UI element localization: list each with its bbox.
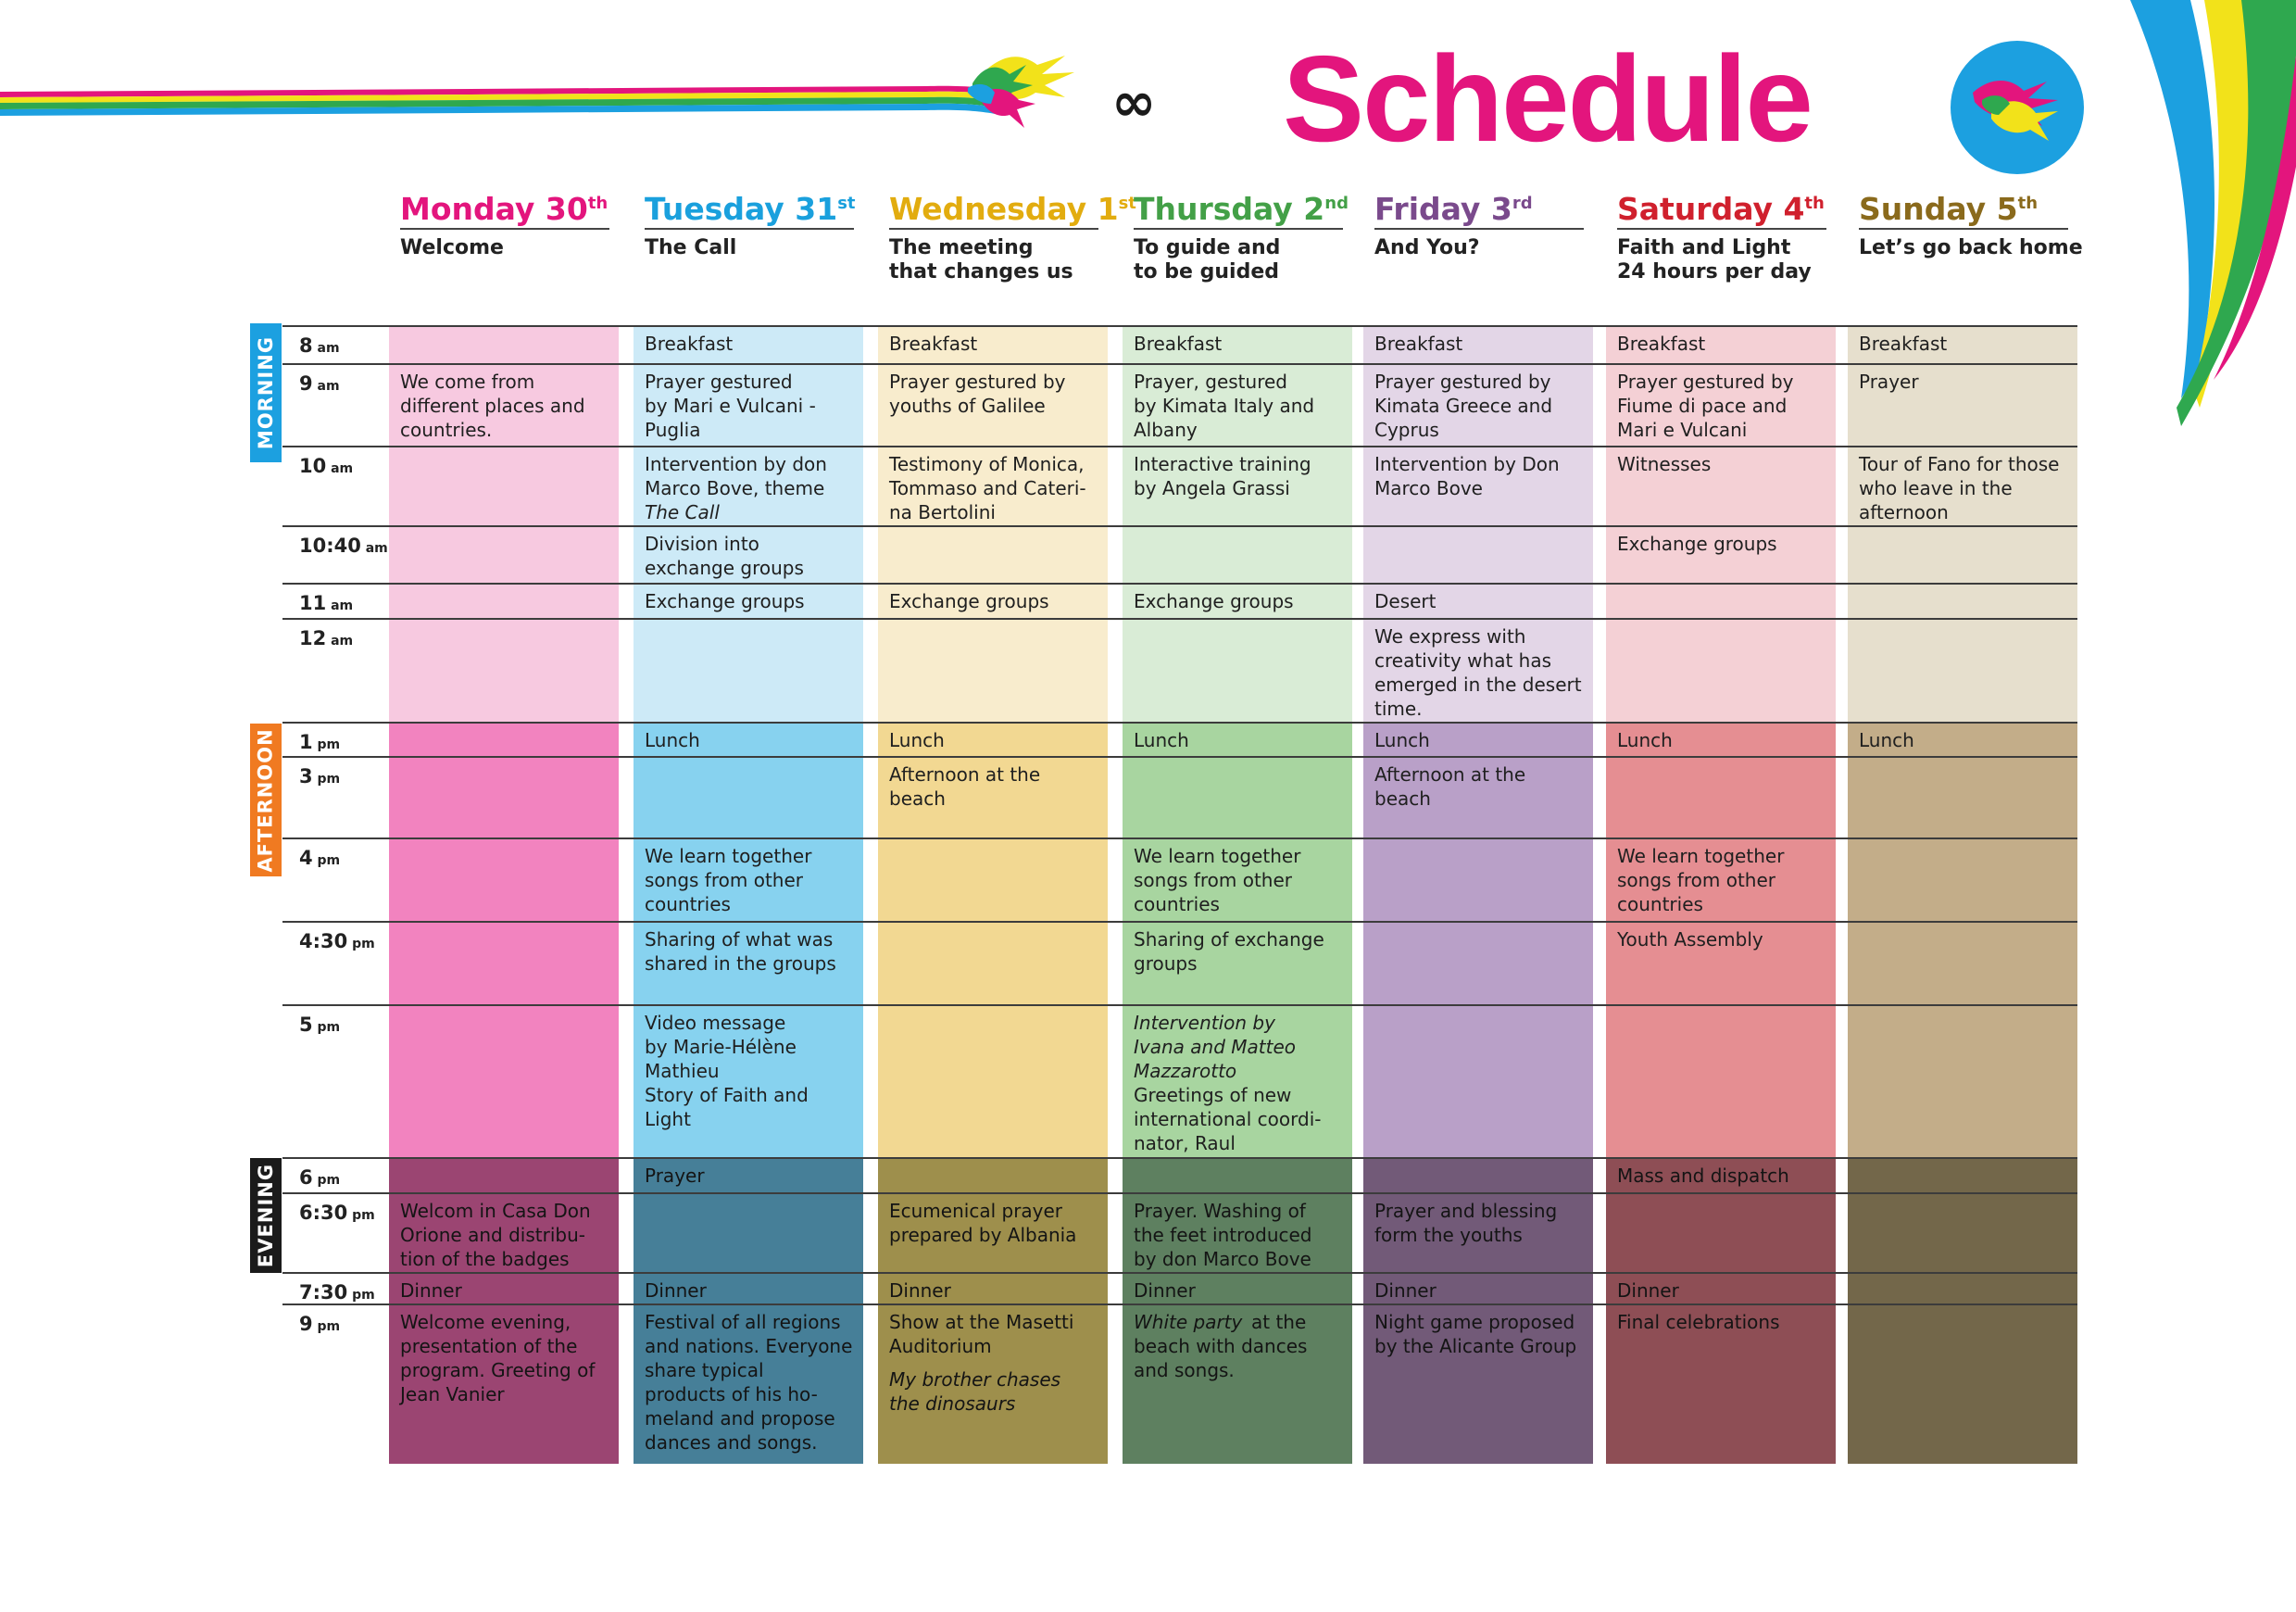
time-value: 11 xyxy=(299,592,327,614)
event-cell: We come from different places and countries. xyxy=(400,371,585,441)
row-divider xyxy=(282,1004,2077,1006)
time-label xyxy=(299,591,353,618)
day-name: Saturday 4 xyxy=(1617,191,1805,227)
event-cell: Lunch xyxy=(645,729,700,751)
time-suffix: pm xyxy=(312,737,341,752)
day-ordinal: th xyxy=(2017,194,2039,213)
event-cell: We learn together songs from other countries xyxy=(1134,845,1301,915)
time-label xyxy=(299,846,340,873)
day-theme: Faith and Light 24 hours per day xyxy=(1617,236,1812,283)
time-value: 7:30 xyxy=(299,1281,348,1303)
time-value: 5 xyxy=(299,1014,313,1036)
event-cell: Lunch xyxy=(889,729,945,751)
section-label-text: AFTERNOON xyxy=(255,727,278,873)
day-name: Thursday 2 xyxy=(1134,191,1325,227)
event-cell: Video message by Marie-Hélène Mathieu Story of Faith and Light xyxy=(645,1012,809,1130)
time-suffix: pm xyxy=(312,853,341,868)
day-ordinal: nd xyxy=(1324,194,1349,213)
event-cell: Tour of Fano for those who leave in the afternoon xyxy=(1859,453,2060,523)
row-divider xyxy=(282,363,2077,365)
time-suffix: pm xyxy=(312,1319,341,1334)
event-cell: The Call xyxy=(645,501,720,523)
row-divider xyxy=(282,618,2077,620)
event-cell: Prayer gestured by Fiume di pace and Mari e Vulcani xyxy=(1617,371,1794,441)
day-name: Sunday 5 xyxy=(1859,191,2018,227)
row-divider xyxy=(282,837,2077,839)
day-theme: Welcome xyxy=(400,236,504,259)
event-cell: Show at the Masetti Auditorium xyxy=(889,1311,1074,1357)
row-divider xyxy=(282,1303,2077,1305)
time-value: 3 xyxy=(299,765,313,787)
event-cell: Festival of all regions and nations. Everyone share typical products of his ho- meland and propose dances and songs. xyxy=(645,1311,853,1454)
day-ordinal: th xyxy=(1804,194,1825,213)
time-suffix: pm xyxy=(347,1208,375,1223)
time-label xyxy=(299,454,353,481)
event-cell: Prayer, gestured by Kimata Italy and Albany xyxy=(1134,371,1315,441)
section-label-text: EVENING xyxy=(255,1163,277,1268)
time-label xyxy=(299,626,353,653)
event-cell: Lunch xyxy=(1617,729,1673,751)
time-value: 10:40 xyxy=(299,535,361,557)
event-cell: Ecumenical prayer prepared by Albania xyxy=(889,1200,1077,1246)
row-divider xyxy=(282,722,2077,724)
time-value: 4 xyxy=(299,847,313,869)
event-cell: Breakfast xyxy=(1859,333,1948,355)
event-cell: Breakfast xyxy=(645,333,734,355)
event-cell: Dinner xyxy=(1374,1279,1437,1302)
event-cell: Greetings of new international coordi- nator, Raul xyxy=(1134,1084,1322,1154)
day-column-bg xyxy=(1848,1157,2077,1464)
day-header xyxy=(1374,185,1587,228)
time-label xyxy=(299,929,375,956)
row-divider xyxy=(282,325,2077,327)
event-cell: at the xyxy=(1251,1311,1307,1333)
event-cell: Sharing of exchange groups xyxy=(1134,928,1324,975)
day-column-bg xyxy=(1848,722,2077,1157)
event-cell: Breakfast xyxy=(1617,333,1706,355)
event-cell: Prayer xyxy=(1859,371,1919,393)
section-label xyxy=(250,1158,282,1273)
time-label xyxy=(299,534,388,560)
event-cell: Prayer gestured by youths of Galilee xyxy=(889,371,1066,417)
day-name: Wednesday 1 xyxy=(889,191,1119,227)
section-label xyxy=(250,724,282,876)
event-cell: Dinner xyxy=(1617,1279,1679,1302)
time-suffix: pm xyxy=(347,937,375,951)
day-ordinal: th xyxy=(587,194,609,213)
time-value: 4:30 xyxy=(299,930,348,952)
day-header-rule xyxy=(1859,228,2068,230)
time-label xyxy=(299,764,340,791)
event-cell: Mass and dispatch xyxy=(1617,1165,1789,1187)
time-value: 12 xyxy=(299,627,327,649)
day-header-rule xyxy=(400,228,609,230)
day-theme: The meeting that changes us xyxy=(889,236,1073,283)
event-cell: Dinner xyxy=(400,1279,462,1302)
row-divider xyxy=(282,756,2077,758)
row-divider xyxy=(282,1157,2077,1159)
event-cell: We express with creativity what has emerged in the desert time. xyxy=(1374,625,1582,720)
time-suffix: am xyxy=(326,634,354,649)
day-name: Tuesday 31 xyxy=(645,191,838,227)
event-cell: Witnesses xyxy=(1617,453,1712,475)
event-cell: Prayer xyxy=(645,1165,705,1187)
event-cell: Dinner xyxy=(645,1279,707,1302)
day-ordinal: st xyxy=(1118,194,1136,213)
event-cell: Welcome evening, presentation of the program. Greeting of Jean Vanier xyxy=(400,1311,596,1405)
day-theme: To guide and to be guided xyxy=(1134,236,1281,283)
event-cell: We learn together songs from other countries xyxy=(1617,845,1785,915)
event-cell: Afternoon at the beach xyxy=(1374,763,1526,810)
time-value: 1 xyxy=(299,731,313,753)
row-divider xyxy=(282,1272,2077,1274)
event-cell: Breakfast xyxy=(889,333,978,355)
event-cell: Lunch xyxy=(1374,729,1430,751)
day-header xyxy=(1859,185,2072,228)
time-suffix: am xyxy=(360,541,388,556)
event-cell: Sharing of what was shared in the groups xyxy=(645,928,836,975)
section-label xyxy=(250,323,282,462)
event-cell: White party xyxy=(1134,1311,1243,1333)
logo-icon xyxy=(1951,41,2084,174)
event-cell: Exchange groups xyxy=(645,590,805,612)
event-cell: We learn together songs from other countries xyxy=(645,845,812,915)
event-cell: Dinner xyxy=(1134,1279,1196,1302)
time-label xyxy=(299,1165,340,1192)
time-suffix: am xyxy=(312,341,340,356)
time-suffix: am xyxy=(312,379,340,394)
time-label xyxy=(299,334,340,360)
event-cell: Division into exchange groups xyxy=(645,533,804,579)
time-value: 8 xyxy=(299,334,313,357)
time-value: 6:30 xyxy=(299,1202,348,1224)
event-cell: Testimony of Monica, Tommaso and Cateri- na Bertolini xyxy=(889,453,1086,523)
event-cell: Intervention by Ivana and Matteo Mazzarotto xyxy=(1134,1012,1296,1082)
day-header-rule xyxy=(645,228,854,230)
time-suffix: pm xyxy=(312,772,341,787)
time-suffix: am xyxy=(326,461,354,476)
ribbon-stripes xyxy=(0,86,1000,116)
time-label xyxy=(299,1312,340,1339)
event-cell: Interactive training by Angela Grassi xyxy=(1134,453,1311,499)
event-cell: Exchange groups xyxy=(1617,533,1777,555)
hands-icon xyxy=(968,56,1074,128)
day-ordinal: rd xyxy=(1512,194,1533,213)
time-value: 9 xyxy=(299,372,313,395)
day-header-rule xyxy=(1617,228,1826,230)
event-cell: Lunch xyxy=(1859,729,1914,751)
time-suffix: pm xyxy=(312,1020,341,1035)
event-cell: Prayer and blessing form the youths xyxy=(1374,1200,1558,1246)
time-value: 10 xyxy=(299,455,327,477)
event-cell: Prayer. Washing of the feet introduced by don Marco Bove xyxy=(1134,1200,1312,1270)
event-cell: Desert xyxy=(1374,590,1437,612)
row-divider xyxy=(282,446,2077,447)
day-header xyxy=(1134,185,1347,228)
day-header-rule xyxy=(1134,228,1343,230)
day-header xyxy=(1617,185,1830,228)
event-cell: My brother chases the dinosaurs xyxy=(889,1368,1061,1416)
row-divider xyxy=(282,1192,2077,1194)
day-header xyxy=(400,185,613,228)
event-cell: Lunch xyxy=(1134,729,1189,751)
time-value: 9 xyxy=(299,1313,313,1335)
event-cell: Breakfast xyxy=(1374,333,1463,355)
event-cell: Afternoon at the beach xyxy=(889,763,1041,810)
page-title: Schedule xyxy=(1283,31,1812,167)
time-suffix: am xyxy=(326,598,354,613)
time-label xyxy=(299,372,340,398)
event-cell: Youth Assembly xyxy=(1617,928,1763,951)
day-theme: And You? xyxy=(1374,236,1480,259)
day-header-rule xyxy=(1374,228,1584,230)
event-cell: Exchange groups xyxy=(889,590,1049,612)
day-theme: Let’s go back home xyxy=(1859,236,2083,259)
event-cell: Intervention by don Marco Bove, theme xyxy=(645,453,827,499)
event-cell: Prayer gestured by Mari e Vulcani - Puglia xyxy=(645,371,816,441)
day-name: Monday 30 xyxy=(400,191,588,227)
day-column-bg xyxy=(389,722,619,1157)
time-value: 6 xyxy=(299,1166,313,1189)
event-cell: Final celebrations xyxy=(1617,1311,1780,1333)
row-divider xyxy=(282,525,2077,527)
time-suffix: pm xyxy=(312,1173,341,1188)
infinity-icon: ∞ xyxy=(1111,70,1157,133)
event-cell: Dinner xyxy=(889,1279,951,1302)
section-label-text: MORNING xyxy=(255,335,277,450)
row-divider xyxy=(282,921,2077,923)
day-name: Friday 3 xyxy=(1374,191,1512,227)
event-cell: Intervention by Don Marco Bove xyxy=(1374,453,1560,499)
day-header xyxy=(645,185,858,228)
event-cell: beach with dances and songs. xyxy=(1134,1335,1308,1381)
event-cell: Night game proposed by the Alicante Group xyxy=(1374,1311,1577,1357)
time-label xyxy=(299,730,340,757)
time-label xyxy=(299,1201,375,1228)
corner-ribbons xyxy=(2130,0,2296,426)
day-theme: The Call xyxy=(645,236,737,259)
event-cell: Prayer gestured by Kimata Greece and Cyprus xyxy=(1374,371,1553,441)
day-header-rule xyxy=(889,228,1098,230)
time-label xyxy=(299,1280,375,1307)
day-ordinal: st xyxy=(837,194,856,213)
time-suffix: pm xyxy=(347,1288,375,1303)
time-label xyxy=(299,1013,340,1039)
row-divider xyxy=(282,583,2077,585)
event-cell: Breakfast xyxy=(1134,333,1223,355)
event-cell: Welcom in Casa Don Orione and distribu- tion of the badges xyxy=(400,1200,591,1270)
event-cell: Exchange groups xyxy=(1134,590,1294,612)
day-header xyxy=(889,185,1136,228)
